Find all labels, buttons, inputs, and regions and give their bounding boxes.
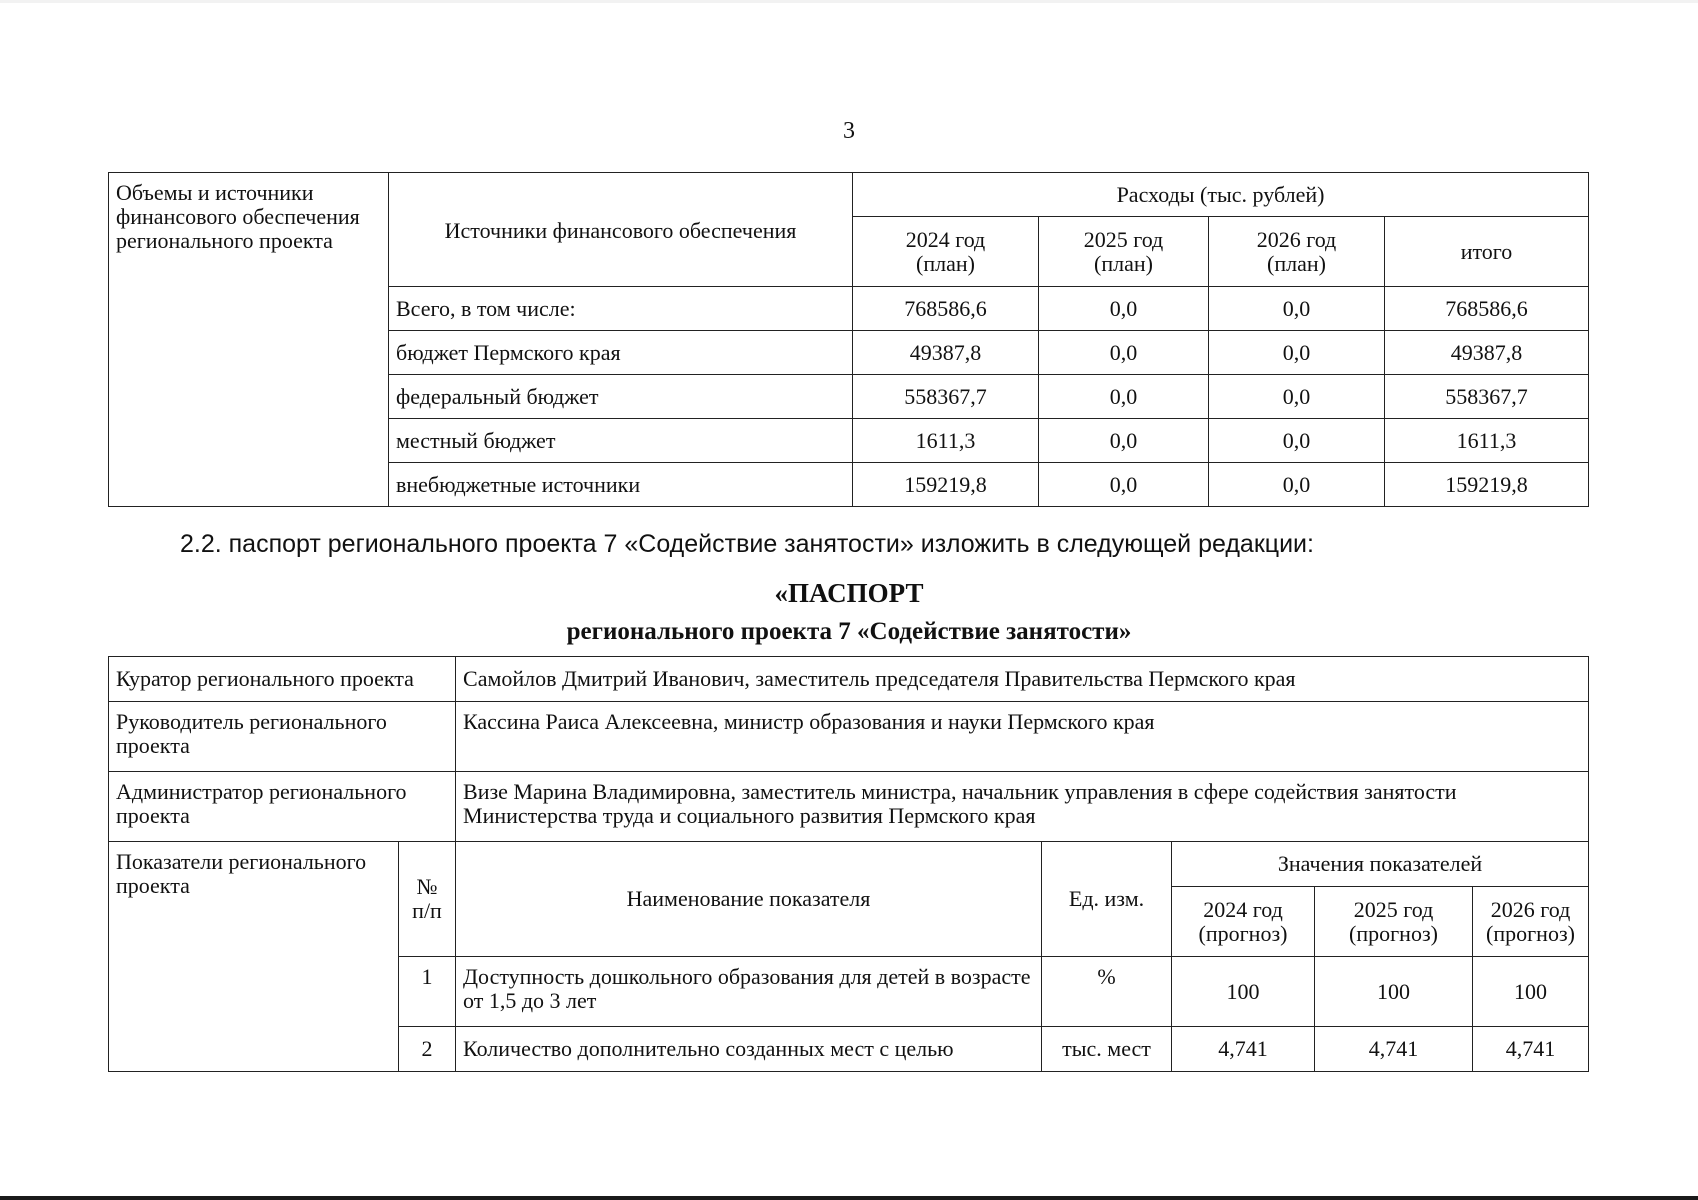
indicator-num: 1 <box>399 957 456 1027</box>
indicators-label: Показатели регионального проекта <box>109 842 399 1072</box>
value-cell: 0,0 <box>1039 331 1209 375</box>
scan-edge-top <box>0 0 1698 3</box>
value-cell: 768586,6 <box>853 287 1039 331</box>
values-header: Значения показателей <box>1172 842 1589 887</box>
source-cell: местный бюджет <box>389 419 853 463</box>
sources-header: Источники финансового обеспечения <box>389 173 853 287</box>
total-cell: 1611,3 <box>1385 419 1589 463</box>
value-cell: 0,0 <box>1209 375 1385 419</box>
source-cell: бюджет Пермского края <box>389 331 853 375</box>
value-cell: 49387,8 <box>853 331 1039 375</box>
curator-label: Куратор регионального проекта <box>109 657 456 702</box>
admin-label: Администратор регионального проекта <box>109 772 456 842</box>
year-header-2025: 2025 год (план) <box>1039 217 1209 287</box>
indicator-unit: тыс. мест <box>1042 1027 1172 1072</box>
year-header-2026: 2026 год (план) <box>1209 217 1385 287</box>
source-cell: федеральный бюджет <box>389 375 853 419</box>
total-header: итого <box>1385 217 1589 287</box>
total-cell: 558367,7 <box>1385 375 1589 419</box>
value-cell: 1611,3 <box>853 419 1039 463</box>
num-header: № п/п <box>399 842 456 957</box>
amendment-paragraph: 2.2. паспорт регионального проекта 7 «Содействие занятости» изложить в следующей редакции: <box>180 530 1314 558</box>
value-cell: 0,0 <box>1209 331 1385 375</box>
passport-table <box>108 656 1589 1072</box>
value-cell: 159219,8 <box>853 463 1039 507</box>
value-cell: 0,0 <box>1209 287 1385 331</box>
forecast-header-2026: 2026 год (прогноз) <box>1473 887 1589 957</box>
value-cell: 0,0 <box>1209 463 1385 507</box>
finance-table <box>108 172 1589 507</box>
scan-edge-bottom <box>0 1196 1698 1200</box>
indicator-value: 4,741 <box>1473 1027 1589 1072</box>
indicator-value: 100 <box>1172 957 1315 1027</box>
indicator-name-header: Наименование показателя <box>456 842 1042 957</box>
value-cell: 0,0 <box>1039 287 1209 331</box>
passport-subtitle: регионального проекта 7 «Содействие занятости» <box>566 618 1132 645</box>
value-cell: 0,0 <box>1209 419 1385 463</box>
forecast-header-2024: 2024 год (прогноз) <box>1172 887 1315 957</box>
finance-row-label: Объемы и источники финансового обеспечения регионального проекта <box>109 173 389 507</box>
total-cell: 768586,6 <box>1385 287 1589 331</box>
indicator-value: 100 <box>1315 957 1473 1027</box>
value-cell: 0,0 <box>1039 463 1209 507</box>
value-cell: 558367,7 <box>853 375 1039 419</box>
admin-value: Визе Марина Владимировна, заместитель министра, начальник управления в сфере содействия занятости Министерства труда и социального развития Пермского края <box>456 772 1589 842</box>
expenses-header: Расходы (тыс. рублей) <box>853 173 1589 217</box>
curator-value: Самойлов Дмитрий Иванович, заместитель председателя Правительства Пермского края <box>456 657 1589 702</box>
passport-title: «ПАСПОРТ <box>774 578 924 608</box>
page-number: 3 <box>843 118 855 144</box>
indicator-num: 2 <box>399 1027 456 1072</box>
value-cell: 0,0 <box>1039 419 1209 463</box>
indicator-value: 4,741 <box>1315 1027 1473 1072</box>
source-cell: Всего, в том числе: <box>389 287 853 331</box>
total-cell: 159219,8 <box>1385 463 1589 507</box>
indicator-unit: % <box>1042 957 1172 1027</box>
source-cell: внебюджетные источники <box>389 463 853 507</box>
year-header-2024: 2024 год (план) <box>853 217 1039 287</box>
unit-header: Ед. изм. <box>1042 842 1172 957</box>
indicator-value: 4,741 <box>1172 1027 1315 1072</box>
indicator-name: Доступность дошкольного образования для детей в возрасте от 1,5 до 3 лет <box>456 957 1042 1027</box>
head-label: Руководитель регионального проекта <box>109 702 456 772</box>
value-cell: 0,0 <box>1039 375 1209 419</box>
head-value: Кассина Раиса Алексеевна, министр образования и науки Пермского края <box>456 702 1589 772</box>
indicator-name: Количество дополнительно созданных мест с целью <box>456 1027 1042 1072</box>
indicator-value: 100 <box>1473 957 1589 1027</box>
forecast-header-2025: 2025 год (прогноз) <box>1315 887 1473 957</box>
total-cell: 49387,8 <box>1385 331 1589 375</box>
